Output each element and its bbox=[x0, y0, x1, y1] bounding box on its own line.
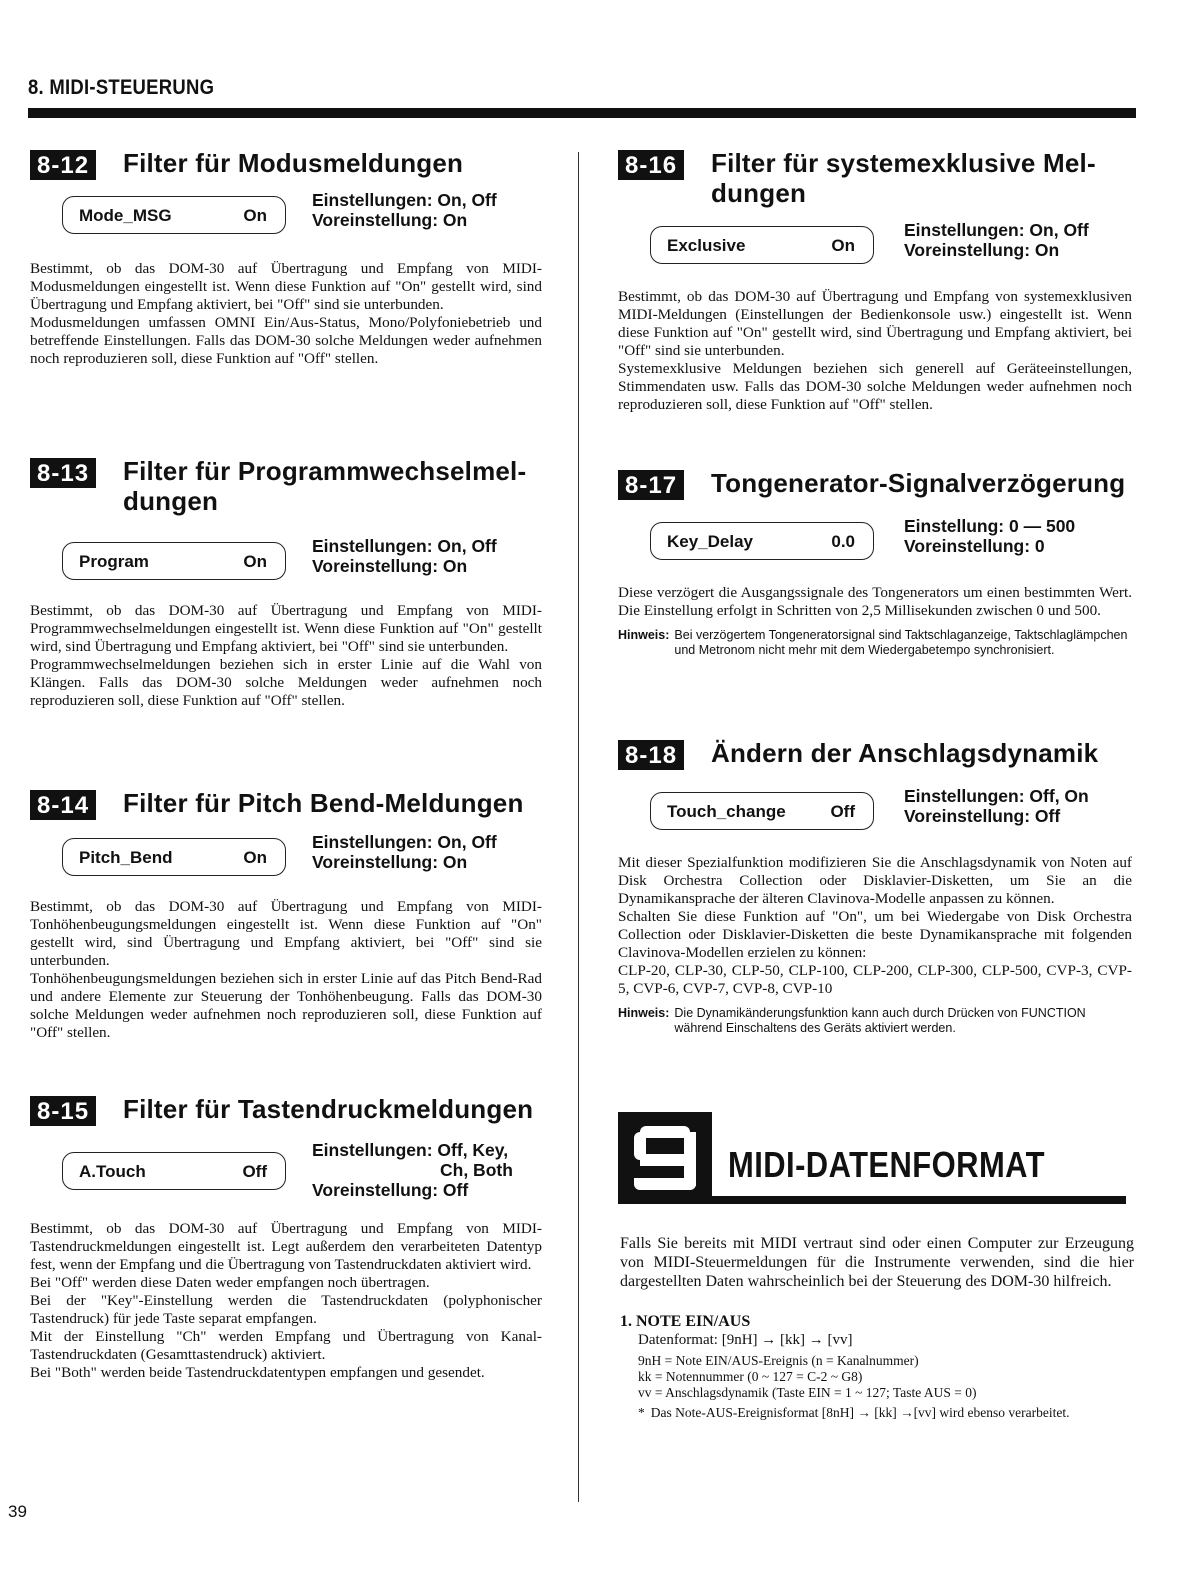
section-badge: 8-15 bbox=[30, 1096, 96, 1126]
lcd-parameter: Exclusive bbox=[667, 236, 746, 255]
section-title: Filter für Pitch Bend-Meldungen bbox=[123, 788, 524, 818]
body-paragraph: Bestimmt, ob das DOM-30 auf Übertragung und Empfang von MIDI-Tastendruckmeldungen eingestellt ist. Legt außerdem den verarbeiteten Datentyp fest, wenn der Empfang und die Übertragung von Tastendruckdaten aktiviert wird. bbox=[30, 1220, 542, 1273]
lcd-parameter: A.Touch bbox=[79, 1162, 146, 1181]
body-paragraph: Tonhöhenbeugungsmeldungen beziehen sich in erster Linie auf das Pitch Bend-Rad und andere Elemente zur Steuerung der Tonhöhenbeugung. Falls das DOM-30 solche Meldungen weder aufnehmen noch reproduzieren soll, diese Funktion auf "Off" stellen. bbox=[30, 970, 542, 1041]
lcd-value: On bbox=[831, 236, 855, 255]
section-8-17 bbox=[618, 468, 1132, 658]
bullet-mark: * bbox=[638, 1405, 645, 1420]
format-heading: 1. NOTE EIN/AUS bbox=[620, 1313, 751, 1330]
settings-info bbox=[904, 786, 1089, 826]
chapter-9-content bbox=[620, 1234, 1134, 1421]
body-paragraph: Bestimmt, ob das DOM-30 auf Übertragung und Empfang von MIDI-Modusmeldungen eingestellt ist. Wenn diese Funktion auf "On" gestellt wird, sind Übertragung und Empfang aktiviert, bei "Off" sind sie unterbunden. bbox=[30, 260, 542, 313]
lcd-parameter: Key_Delay bbox=[667, 532, 754, 551]
note bbox=[618, 1006, 1132, 1036]
section-badge: 8-17 bbox=[618, 470, 684, 500]
section-8-12 bbox=[30, 148, 542, 368]
format-definition: kk = Notennummer (0 ~ 127 = C-2 ~ G8) bbox=[638, 1369, 863, 1384]
section-title: Filter für systemexklusive Mel-dungen bbox=[711, 148, 1096, 208]
body-paragraph: Bei der "Key"-Einstellung werden die Tastendruckdaten (polyphonischer Tastendruck) für jede Taste separat empfangen. bbox=[30, 1292, 542, 1327]
lcd-parameter: Program bbox=[79, 552, 149, 571]
lcd-display bbox=[62, 838, 286, 876]
lcd-parameter: Pitch_Bend bbox=[79, 848, 173, 867]
lcd-parameter: Touch_change bbox=[667, 802, 786, 821]
section-8-18 bbox=[618, 738, 1132, 1036]
format-line: Datenformat: [9nH] → [kk] → [vv] bbox=[638, 1332, 853, 1348]
section-title: Filter für Tastendruckmeldungen bbox=[123, 1094, 534, 1124]
lcd-display bbox=[650, 522, 874, 560]
body-paragraph: Modusmeldungen umfassen OMNI Ein/Aus-Status, Mono/Polyfoniebetrieb und betreffende Einstellungen. Falls das DOM-30 solche Meldungen weder aufnehmen noch reproduzieren soll, diese Funktion auf "Off" stellen. bbox=[30, 314, 542, 367]
settings-default: Voreinstellung: On bbox=[312, 556, 468, 576]
chapter-title: MIDI-DATENFORMAT bbox=[728, 1144, 1046, 1185]
note-label: Hinweis: bbox=[618, 1006, 670, 1020]
body-paragraph: Mit der Einstellung "Ch" werden Empfang und Übertragung von Kanal-Tastendruckdaten (Gesamttastendruck) aktiviert. bbox=[30, 1328, 542, 1363]
settings-options: Einstellungen: Off, Key, bbox=[312, 1140, 509, 1160]
lcd-display bbox=[62, 542, 286, 580]
settings-info bbox=[312, 190, 497, 230]
body-paragraph: Programmwechselmeldungen beziehen sich in erster Linie auf die Wahl von Klängen. Falls das DOM-30 solche Meldungen weder aufnehmen noch reproduzieren soll, diese Funktion auf "Off" stellen. bbox=[30, 656, 542, 709]
section-badge: 8-14 bbox=[30, 790, 96, 820]
body-paragraph: Schalten Sie diese Funktion auf "On", um bei Wiedergabe von Disk Orchestra Collection oder Disklavier-Disketten die beste Dynamikansprache mit folgenden Clavinova-Modellen erzielen zu können: bbox=[618, 908, 1132, 961]
settings-options: Einstellungen: Off, On bbox=[904, 786, 1089, 806]
lcd-value: On bbox=[243, 552, 267, 571]
section-badge: 8-12 bbox=[30, 150, 96, 180]
settings-default: Voreinstellung: Off bbox=[312, 1180, 469, 1200]
settings-info bbox=[904, 220, 1089, 260]
body-paragraph: Bestimmt, ob das DOM-30 auf Übertragung und Empfang von MIDI-Programmwechselmeldungen eingestellt ist. Wenn diese Funktion auf "On" gestellt wird, sind Übertragung und Empfang aktiviert, bei "Off" sind sie unterbunden. bbox=[30, 602, 542, 655]
section-badge: 8-13 bbox=[30, 458, 96, 488]
lcd-display bbox=[650, 226, 874, 264]
lcd-value: 0.0 bbox=[831, 532, 855, 551]
format-bullet bbox=[620, 1405, 1134, 1421]
settings-default: Voreinstellung: On bbox=[312, 852, 468, 872]
settings-info bbox=[312, 536, 497, 576]
settings-options: Einstellung: 0 — 500 bbox=[904, 516, 1076, 536]
note-label: Hinweis: bbox=[618, 628, 670, 642]
settings-info bbox=[312, 832, 497, 872]
section-title: Ändern der Anschlagsdynamik bbox=[711, 738, 1099, 768]
chapter-9-header bbox=[618, 1112, 1132, 1208]
section-badge: 8-18 bbox=[618, 740, 684, 770]
lcd-parameter: Mode_MSG bbox=[79, 206, 172, 225]
bullet-text: Das Note-AUS-Ereignisformat [8nH] → [kk] →[vv] wird ebenso verarbeitet. bbox=[650, 1405, 1070, 1420]
body-paragraph: Mit dieser Spezialfunktion modifizieren Sie die Anschlagsdynamik von Noten auf Disk Orchestra Collection oder Disklavier-Disketten, um Sie an die Dynamikansprache der älteren Clavinova-Modelle anpassen zu können. bbox=[618, 854, 1132, 907]
body-paragraph: Systemexklusive Meldungen beziehen sich generell auf Geräteeinstellungen, Stimmendaten usw. Falls das DOM-30 solche Meldungen weder aufnehmen noch reproduzieren soll, diese Funktion auf "Off" stellen. bbox=[618, 360, 1132, 413]
section-8-13 bbox=[30, 456, 542, 710]
settings-default: Voreinstellung: 0 bbox=[904, 536, 1045, 556]
chapter-header: 8. MIDI-STEUERUNG bbox=[28, 76, 215, 99]
section-8-16 bbox=[618, 148, 1132, 414]
header-rule bbox=[28, 108, 1136, 118]
settings-options: Einstellungen: On, Off bbox=[904, 220, 1089, 240]
body-paragraph: Bestimmt, ob das DOM-30 auf Übertragung und Empfang von systemexklusiven MIDI-Meldungen (Einstellungen der Bedienkonsole usw.) eingestellt ist. Wenn diese Funktion auf "On" gestellt wird, sind Übertragung und Empfang aktiviert, bei "Off" sind sie unterbunden. bbox=[618, 288, 1132, 359]
note-text: Bei verzögertem Tongeneratorsignal sind Taktschlaganzeige, Taktschlaglämpchen und Metronom nicht mehr mit dem Wiedergabetempo synchronisiert. bbox=[674, 628, 1128, 657]
lcd-display bbox=[62, 1152, 286, 1190]
chapter-rule bbox=[712, 1196, 1126, 1204]
lcd-display bbox=[62, 196, 286, 234]
body-paragraph: Bei "Off" werden diese Daten weder empfangen noch übertragen. bbox=[30, 1274, 430, 1291]
body-paragraph: CLP-20, CLP-30, CLP-50, CLP-100, CLP-200, CLP-300, CLP-500, CVP-3, CVP-5, CVP-6, CVP-7, CVP-8, CVP-10 bbox=[618, 962, 1132, 997]
page-number: 39 bbox=[8, 1502, 27, 1521]
section-8-15 bbox=[30, 1094, 542, 1382]
section-title: Tongenerator-Signalverzögerung bbox=[711, 468, 1126, 498]
note bbox=[618, 628, 1132, 658]
settings-default: Voreinstellung: Off bbox=[904, 806, 1061, 826]
lcd-value: Off bbox=[830, 802, 855, 821]
format-definition: vv = Anschlagsdynamik (Taste EIN = 1 ~ 127; Taste AUS = 0) bbox=[638, 1385, 977, 1400]
lcd-value: On bbox=[243, 848, 267, 867]
intro-paragraph: Falls Sie bereits mit MIDI vertraut sind oder einen Computer zur Erzeugung von MIDI-Steuermeldungen für die Instrumente verwenden, sind die hier dargestellten Daten wahrscheinlich bei der Steuerung des DOM-30 hilfreich. bbox=[620, 1235, 1134, 1290]
settings-info bbox=[312, 1140, 513, 1200]
section-title: Filter für Modusmeldungen bbox=[123, 148, 464, 178]
settings-default: Voreinstellung: On bbox=[312, 210, 468, 230]
format-definition: 9nH = Note EIN/AUS-Ereignis (n = Kanalnummer) bbox=[638, 1353, 919, 1368]
lcd-value: On bbox=[243, 206, 267, 225]
section-badge: 8-16 bbox=[618, 150, 684, 180]
settings-options: Einstellungen: On, Off bbox=[312, 536, 497, 556]
body-paragraph: Bei "Both" werden beide Tastendruckdatentypen empfangen und gesendet. bbox=[30, 1364, 485, 1381]
body-paragraph: Diese verzögert die Ausgangssignale des Tongenerators um einen bestimmten Wert. Die Einstellung erfolgt in Schritten von 2,5 Millisekunden zwischen 0 und 500. bbox=[618, 584, 1132, 619]
settings-options: Einstellungen: On, Off bbox=[312, 190, 497, 210]
column-divider bbox=[578, 152, 579, 1502]
lcd-display bbox=[650, 792, 874, 830]
settings-default: Voreinstellung: On bbox=[904, 240, 1060, 260]
note-text: Die Dynamikänderungsfunktion kann auch durch Drücken von FUNCTION während Einschaltens des Geräts aktiviert werden. bbox=[674, 1006, 1086, 1035]
settings-options: Einstellungen: On, Off bbox=[312, 832, 497, 852]
section-8-14 bbox=[30, 788, 542, 1042]
body-paragraph: Bestimmt, ob das DOM-30 auf Übertragung und Empfang von MIDI-Tonhöhenbeugungsmeldungen eingestellt ist. Wenn diese Funktion auf "On" gestellt wird, sind Übertragung und Empfang aktiviert, bei "Off" sind sie unterbunden. bbox=[30, 898, 542, 969]
lcd-value: Off bbox=[242, 1162, 267, 1181]
chapter-number-block bbox=[618, 1112, 712, 1204]
settings-options-cont: Ch, Both bbox=[440, 1160, 513, 1180]
settings-info bbox=[904, 516, 1075, 556]
section-title: Filter für Programmwechselmel-dungen bbox=[123, 456, 527, 516]
